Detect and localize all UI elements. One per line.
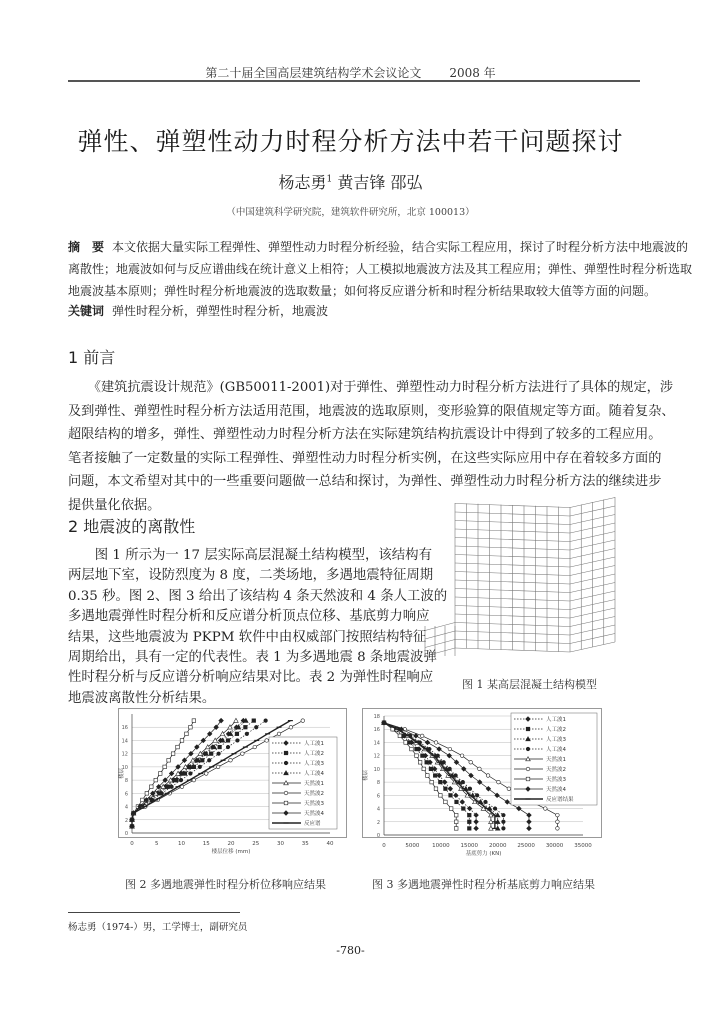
chart-marker <box>449 794 453 798</box>
figure-3-caption: 图 3 多遇地震弹性时程分析基底剪力响应结果 <box>372 878 595 891</box>
x-tick-label: 25000 <box>517 843 535 849</box>
chart-marker <box>218 745 222 749</box>
keywords-label: 关键词 <box>68 304 105 318</box>
x-tick-label: 0 <box>130 841 134 847</box>
paragraph-line: 两层地下室，设防烈度为 8 度，二类场地，多遇地震特征周期 <box>68 568 434 584</box>
chart-marker <box>467 813 471 817</box>
chart-marker <box>436 754 440 758</box>
legend-label: 人工波3 <box>304 761 324 767</box>
x-tick-label: 10000 <box>432 843 450 849</box>
chart-marker <box>517 806 522 811</box>
podium-line <box>425 648 455 656</box>
legend-label: 天然波2 <box>304 791 324 797</box>
chart-marker <box>493 807 497 811</box>
chart-marker <box>526 747 530 751</box>
chart-marker <box>455 800 459 804</box>
chart-marker <box>437 747 442 752</box>
paragraph-line: 问题，本文希望对其中的一些重要问题做一总结和探讨，为弹性、弹塑性动力时程分析方法的继续进步 <box>68 474 662 489</box>
x-tick-label: 5000 <box>405 843 420 849</box>
chart-marker <box>421 754 425 758</box>
chart-marker <box>236 739 240 743</box>
chart-marker <box>209 752 213 756</box>
chart-marker <box>160 792 164 796</box>
series-2 <box>130 719 255 828</box>
chart-marker <box>474 819 479 824</box>
legend-label: 人工波4 <box>546 747 566 753</box>
y-tick-label: 0 <box>376 833 380 839</box>
chart-marker <box>216 765 220 769</box>
chart-marker <box>154 778 158 782</box>
legend-label: 天然波4 <box>546 787 566 793</box>
chart-marker <box>505 800 510 805</box>
building-model-figure <box>420 488 635 668</box>
legend-label: 天然波4 <box>304 811 324 817</box>
abstract-line <box>68 238 689 255</box>
series-1 <box>382 720 479 830</box>
chart-marker <box>418 760 422 764</box>
legend-label: 人工波3 <box>546 737 566 743</box>
chart-marker <box>434 741 438 745</box>
x-tick-label: 10 <box>178 841 185 847</box>
series-9 <box>130 721 293 827</box>
legend-label: 人工波1 <box>546 717 566 723</box>
authors <box>0 170 701 193</box>
chart-marker <box>478 767 482 771</box>
figure-2-chart <box>118 708 347 855</box>
chart-marker <box>192 719 196 723</box>
legend-label: 反应谱结果 <box>546 797 574 803</box>
legend-label: 天然波1 <box>304 781 324 787</box>
series-line <box>132 721 243 827</box>
running-header <box>0 64 701 81</box>
chart-marker <box>527 819 532 824</box>
chart-marker <box>544 807 548 811</box>
chart-marker <box>556 813 560 817</box>
paragraph-line: 结果，这些地震波为 PKPM 软件中由权威部门按照结构特征 <box>68 629 427 645</box>
chart-marker <box>226 745 230 749</box>
paragraph-line: 超限结构的增多，弹性、弹塑性动力时程分析方法在实际建筑结构抗震设计中得到了较多的工程应用。 <box>68 427 662 442</box>
chart-marker <box>469 760 473 764</box>
y-tick-label: 6 <box>124 791 128 798</box>
chart-marker <box>526 767 530 771</box>
chart-marker <box>556 820 560 824</box>
chart-marker <box>265 739 269 743</box>
podium-line <box>425 623 455 631</box>
y-tick-label: 8 <box>124 778 128 785</box>
chart-marker <box>217 752 221 756</box>
chart-marker <box>467 827 471 831</box>
x-tick-label: 20000 <box>488 843 507 849</box>
chart-marker <box>527 826 532 831</box>
chart-marker <box>189 725 193 729</box>
x-axis-label: 楼层位移 (mm) <box>211 849 251 855</box>
chart-marker <box>284 791 288 795</box>
chart-marker <box>527 813 532 818</box>
affiliation: （中国建筑科学研究院，建筑软件研究所，北京 100013） <box>226 207 475 218</box>
chart-marker <box>171 752 175 756</box>
x-tick-label: 30 <box>277 841 284 847</box>
chart-marker <box>502 827 506 831</box>
chart-marker <box>433 774 437 778</box>
keywords <box>68 302 640 319</box>
legend-label: 反应谱 <box>304 821 321 827</box>
x-tick-label: 15000 <box>460 843 479 849</box>
chart-marker <box>408 741 412 745</box>
y-tick-label: 16 <box>121 725 128 732</box>
chart-marker <box>198 765 202 769</box>
chart-marker <box>526 727 530 731</box>
y-tick-label: 12 <box>373 753 380 760</box>
chart-marker <box>454 820 458 824</box>
chart-marker <box>410 747 414 751</box>
figure-1-caption: 图 1 某高层混凝土结构模型 <box>462 678 597 691</box>
chart-marker <box>462 807 466 811</box>
legend-label: 人工波1 <box>304 741 324 747</box>
chart-marker <box>474 826 479 831</box>
series-line <box>132 721 254 827</box>
y-tick-label: 4 <box>376 806 380 813</box>
legend-label: 天然波1 <box>546 757 566 763</box>
x-tick-label: 35 <box>301 841 309 847</box>
y-tick-label: 10 <box>121 764 128 771</box>
chart-marker <box>438 780 442 784</box>
chart-marker <box>422 767 426 771</box>
section-1-heading: 1 前言 <box>68 348 116 367</box>
chart-marker <box>277 732 281 736</box>
chart-marker <box>241 752 245 756</box>
legend-label: 人工波4 <box>304 771 324 777</box>
paragraph-line: 周期给出，具有一定的代表性。表 1 为多遇地震 8 条地震波弹 <box>68 650 437 665</box>
chart-marker <box>145 792 149 796</box>
y-tick-label: 6 <box>376 793 380 800</box>
y-tick-label: 18 <box>373 714 380 720</box>
x-tick-label: 15 <box>202 841 210 847</box>
y-tick-label: 4 <box>124 804 128 811</box>
chart-marker <box>449 807 453 811</box>
chart-marker <box>430 780 434 784</box>
x-tick-label: 25 <box>252 841 260 847</box>
chart-marker <box>189 772 193 776</box>
paragraph-line: 笔者接触了一定数量的实际工程弹性、弹塑性动力时程分析实例，在这些实际应用中存在着较多方面的 <box>68 450 662 466</box>
paragraph-line: 及到弹性、弹塑性时程分析方法适用范围，地震波的选取原则，变形验算的限值规定等方面。随着复杂、 <box>68 403 675 419</box>
y-tick-label: 16 <box>373 727 380 734</box>
conference-name: 第二十届全国高层建筑结构学术会议论文 <box>205 66 422 80</box>
chart-marker <box>437 773 442 778</box>
chart-marker <box>150 785 154 789</box>
y-tick-label: 14 <box>373 740 380 747</box>
x-tick-label: 30000 <box>545 843 564 849</box>
chart-marker <box>502 820 506 824</box>
chart-marker <box>468 787 472 791</box>
coauthors: 黄吉锋 邵弘 <box>337 173 423 192</box>
chart-marker <box>245 732 249 736</box>
chart-marker <box>264 719 268 723</box>
abstract-line: 地震波基本原则；弹性时程分析地震波的选取数量；如何将反应谱分析和时程分析结果取较大值等方面的问题。 <box>68 284 657 298</box>
y-tick-label: 2 <box>376 819 380 826</box>
page-number: -780- <box>336 944 365 957</box>
x-tick-label: 5 <box>155 841 159 847</box>
chart-marker <box>158 772 162 776</box>
chart-marker <box>526 777 530 781</box>
y-tick-label: 0 <box>124 831 128 837</box>
figure-3-chart <box>362 708 602 857</box>
y-tick-label: 10 <box>373 766 380 773</box>
x-tick-label: 35000 <box>574 843 592 849</box>
x-tick-label: 0 <box>382 843 386 849</box>
chart-marker <box>289 725 293 729</box>
chart-marker <box>507 787 511 791</box>
series-line <box>384 723 476 829</box>
paper-title: 弹性、弹塑性动力时程分析方法中若干问题探讨 <box>77 127 624 156</box>
chart-marker <box>252 719 256 723</box>
chart-marker <box>204 772 208 776</box>
legend-label: 人工波2 <box>546 727 566 733</box>
y-axis-label: 楼层 <box>363 769 369 782</box>
chart-marker <box>235 732 239 736</box>
paragraph-line: 多遇地震弹性时程分析和反应谱分析顶点位移、基底剪力响应 <box>68 609 430 625</box>
chart-marker <box>254 725 258 729</box>
legend-label: 人工波2 <box>304 751 324 757</box>
chart-marker <box>432 767 437 772</box>
chart-marker <box>425 740 430 745</box>
chart-marker <box>244 725 248 729</box>
header-rule <box>68 80 640 82</box>
series-line <box>132 721 290 827</box>
chart-marker <box>234 718 239 722</box>
chart-marker <box>200 758 204 762</box>
building-wireframe <box>425 497 615 656</box>
paragraph-line: 地震波离散性分析结果。 <box>68 690 216 706</box>
abstract-text: 本文依据大量实际工程弹性、弹塑性动力时程分析经验，结合实际工程应用，探讨了时程分析方法中地震波的 <box>112 240 689 254</box>
footnote: 杨志勇（1974-）男，工学博士，副研究员 <box>68 922 248 933</box>
keywords-text: 弹性时程分析，弹塑性时程分析，地震波 <box>112 304 329 318</box>
podium-line <box>425 631 455 639</box>
chart-marker <box>454 774 458 778</box>
chart-marker <box>461 780 465 784</box>
chart-marker <box>253 745 257 749</box>
chart-marker <box>398 734 402 738</box>
chart-marker <box>180 739 184 743</box>
podium-line <box>425 640 455 648</box>
abstract-line: 离散性；地震波如何与反应谱曲线在统计意义上相符；人工模拟地震波方法及其工程应用；弹性、弹塑性时程分析选取 <box>68 262 693 276</box>
figure-2-caption: 图 2 多遇地震弹性时程分析位移响应结果 <box>125 878 326 891</box>
footnote-rule <box>68 912 240 913</box>
chart-marker <box>460 754 464 758</box>
x-axis-label: 基底剪力 (KN) <box>465 851 502 857</box>
chart-marker <box>484 800 488 804</box>
chart-marker <box>442 760 446 764</box>
first-author: 杨志勇 <box>278 173 327 192</box>
chart-marker <box>207 758 211 762</box>
chart-marker <box>415 747 419 751</box>
chart-marker <box>497 780 501 784</box>
chart-marker <box>185 732 189 736</box>
y-tick-label: 2 <box>124 817 128 824</box>
chart-marker <box>163 765 167 769</box>
y-axis-label: 楼层 <box>119 767 125 780</box>
chart-marker <box>475 794 479 798</box>
y-tick-label: 14 <box>121 738 128 745</box>
chart-marker <box>448 747 452 751</box>
paragraph-line: 《建筑抗震设计规范》(GB50011-2001)对于弹性、弹塑性动力时程分析方法进行了具体的规定，涉 <box>68 380 674 395</box>
chart-marker <box>167 758 171 762</box>
chart-marker <box>444 800 448 804</box>
x-tick-label: 20 <box>227 841 235 847</box>
chart-marker <box>425 760 429 764</box>
y-tick-label: 8 <box>376 780 380 787</box>
chart-marker <box>429 767 433 771</box>
chart-marker <box>170 785 174 789</box>
chart-marker <box>467 820 471 824</box>
chart-marker <box>226 739 230 743</box>
chart-marker <box>284 751 288 755</box>
abstract-label: 摘 要 <box>68 240 105 254</box>
section-2-heading: 2 地震波的离散性 <box>68 517 196 536</box>
chart-marker <box>179 778 183 782</box>
legend-label: 天然波3 <box>546 777 566 783</box>
chart-marker <box>439 794 443 798</box>
chart-marker <box>284 761 288 765</box>
chart-marker <box>454 813 458 817</box>
chart-marker <box>434 787 438 791</box>
paragraph-line: 0.35 秒。图 2、图 3 给出了该结构 4 条天然波和 4 条人工波的 <box>68 588 448 604</box>
chart-marker <box>415 754 419 758</box>
x-tick-label: 40 <box>326 841 334 847</box>
chart-marker <box>426 774 430 778</box>
legend-label: 天然波3 <box>304 801 324 807</box>
legend-label: 天然波2 <box>546 767 566 773</box>
chart-marker <box>502 813 506 817</box>
paragraph-line: 提供量化依据。 <box>68 497 161 513</box>
chart-marker <box>486 774 490 778</box>
author-footnote-mark: 1 <box>326 174 333 185</box>
chart-marker <box>229 758 233 762</box>
chart-marker <box>176 745 180 749</box>
chart-marker <box>404 741 408 745</box>
chart-marker <box>420 734 424 738</box>
paragraph-line: 图 1 所示为一 17 层实际高层混凝土结构模型，该结构有 <box>68 548 432 563</box>
chart-marker <box>301 719 305 723</box>
chart-marker <box>556 827 560 831</box>
chart-marker <box>444 787 448 791</box>
year: 2008 年 <box>449 66 496 80</box>
y-tick-label: 12 <box>121 751 128 758</box>
paragraph-line: 性时程分析与反应谱分析响应结果对比。表 2 为弹性时程响应 <box>68 670 434 686</box>
chart-marker <box>284 801 288 805</box>
chart-marker <box>454 827 458 831</box>
chart-marker <box>448 767 452 771</box>
